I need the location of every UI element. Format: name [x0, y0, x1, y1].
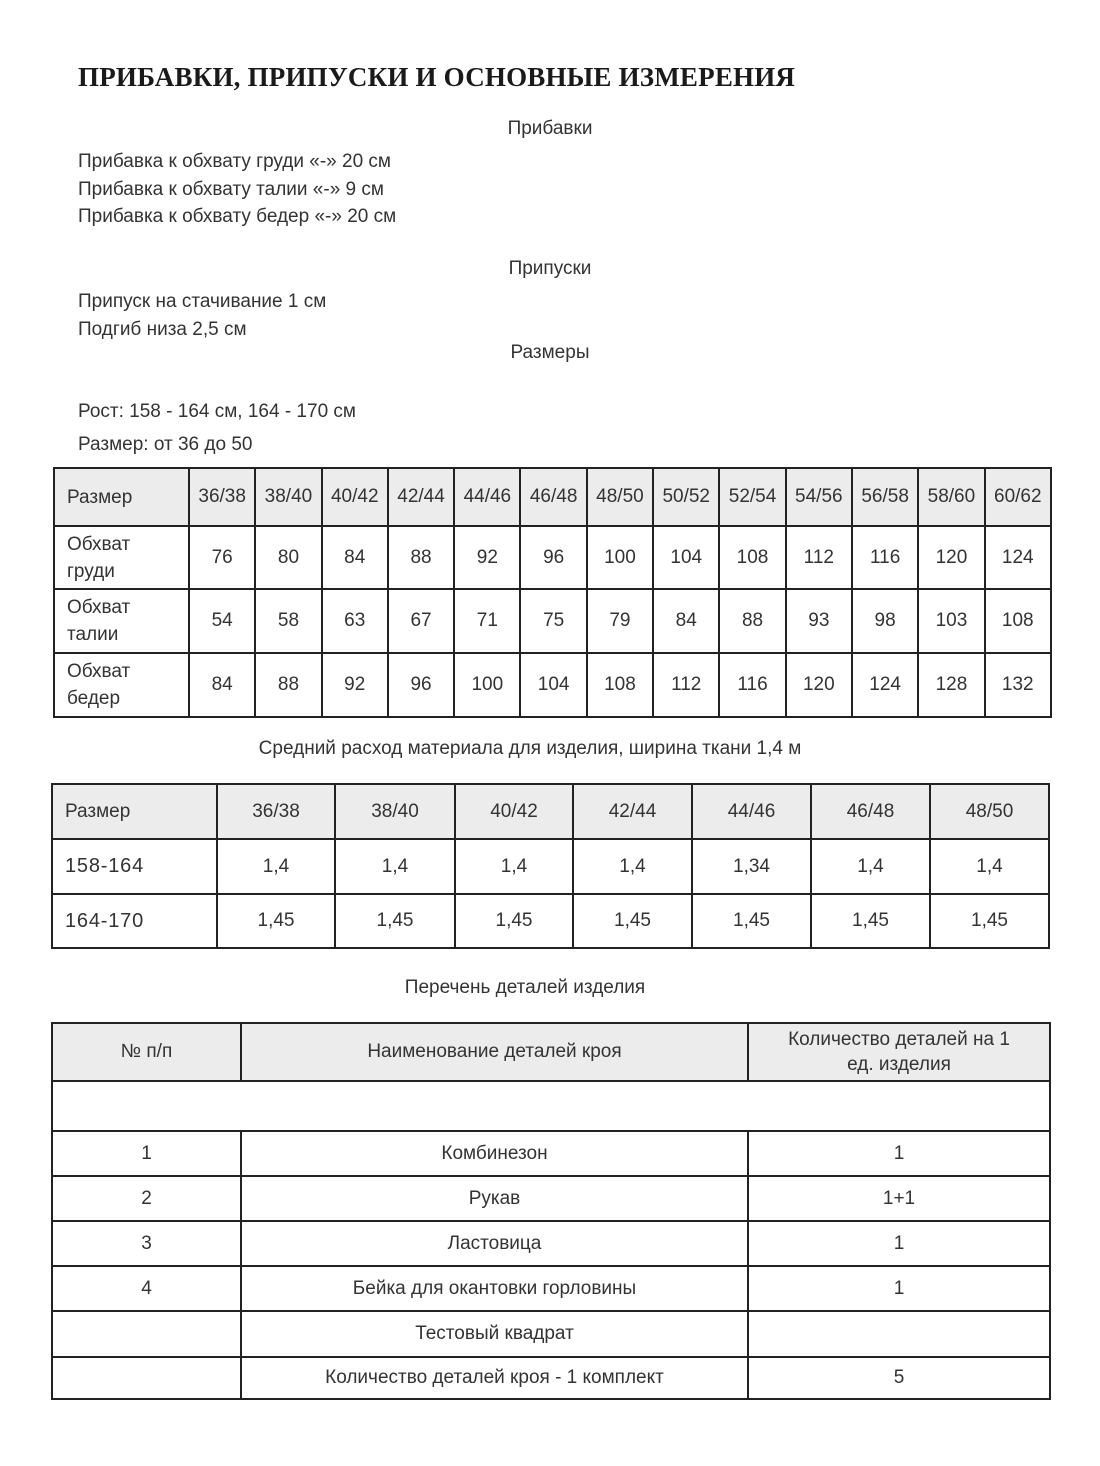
table-cell: 88 [719, 589, 785, 653]
table-cell: 104 [520, 653, 586, 717]
table-cell: 100 [454, 653, 520, 717]
size-header-cell: 52/54 [719, 468, 785, 526]
column-header-quantity [748, 1023, 1050, 1081]
table-cell: 84 [189, 653, 255, 717]
table-cell: 120 [786, 653, 852, 717]
allowance-waist: Прибавка к обхвату талии «-» 9 см [78, 179, 384, 200]
size-range: Размер: от 36 до 50 [78, 434, 253, 455]
table-cell: 128 [918, 653, 984, 717]
table-cell: 1,4 [335, 839, 455, 894]
table-cell: 103 [918, 589, 984, 653]
table-cell: 1,45 [811, 894, 930, 948]
part-name: Тестовый квадрат [241, 1311, 748, 1357]
table-cell: 96 [520, 526, 586, 589]
table-cell: 104 [653, 526, 719, 589]
part-name: Рукав [241, 1176, 748, 1221]
part-number: 4 [52, 1266, 241, 1311]
table-cell: 80 [255, 526, 321, 589]
table-cell: 112 [786, 526, 852, 589]
table-cell: 1,45 [930, 894, 1049, 948]
size-header-cell: 54/56 [786, 468, 852, 526]
table-cell: 63 [322, 589, 388, 653]
row-label-line: груди [67, 560, 115, 582]
table-cell: 108 [587, 653, 653, 717]
table-header-row [54, 468, 1051, 526]
table-cell: 1,4 [573, 839, 692, 894]
empty-cell [52, 1081, 1050, 1131]
allowances-heading: Прибавки [507, 118, 593, 139]
part-quantity [748, 1311, 1050, 1357]
sizes-heading: Размеры [510, 342, 590, 363]
size-header-cell: 46/48 [811, 784, 930, 839]
table-cell: 1,4 [811, 839, 930, 894]
header-line: Количество деталей на 1 [788, 1029, 1010, 1050]
part-name: Комбинезон [241, 1131, 748, 1176]
size-header-cell: 42/44 [388, 468, 454, 526]
table-header-row [52, 1023, 1050, 1081]
table-cell: 67 [388, 589, 454, 653]
size-header-cell: 48/50 [930, 784, 1049, 839]
total-row [52, 1357, 1050, 1399]
table-cell: 98 [852, 589, 918, 653]
table-cell: 88 [255, 653, 321, 717]
measurements-table [53, 467, 1052, 718]
page-title: ПРИБАВКИ, ПРИПУСКИ И ОСНОВНЫЕ ИЗМЕРЕНИЯ [78, 62, 796, 92]
size-header-cell: 58/60 [918, 468, 984, 526]
material-table [51, 783, 1050, 949]
table-cell: 92 [454, 526, 520, 589]
empty-row [52, 1081, 1050, 1131]
table-cell: 132 [985, 653, 1051, 717]
table-row [52, 1176, 1050, 1221]
table-cell: 84 [322, 526, 388, 589]
table-row [52, 894, 1049, 948]
table-row [54, 653, 1051, 717]
table-cell: 93 [786, 589, 852, 653]
table-row [54, 589, 1051, 653]
table-row [52, 1266, 1050, 1311]
table-cell: 92 [322, 653, 388, 717]
table-header-row [52, 784, 1049, 839]
table-cell: 84 [653, 589, 719, 653]
row-label-line: Обхват [67, 597, 131, 618]
header-line: ед. изделия [847, 1054, 951, 1075]
size-header-cell: 48/50 [587, 468, 653, 526]
column-header-number: № п/п [52, 1023, 241, 1081]
size-header-cell: 36/38 [189, 468, 255, 526]
table-cell: 120 [918, 526, 984, 589]
row-label-line: Обхват [67, 661, 131, 682]
row-label [54, 589, 189, 653]
size-header-cell: 56/58 [852, 468, 918, 526]
part-quantity: 1+1 [748, 1176, 1050, 1221]
table-cell: 71 [454, 589, 520, 653]
table-row [52, 1221, 1050, 1266]
table-cell: 116 [852, 526, 918, 589]
size-header-cell: 44/46 [692, 784, 811, 839]
table-cell: 79 [587, 589, 653, 653]
size-header-cell: 46/48 [520, 468, 586, 526]
table-cell: 1,4 [455, 839, 573, 894]
part-quantity: 1 [748, 1266, 1050, 1311]
size-header-cell: 50/52 [653, 468, 719, 526]
table-row [54, 526, 1051, 589]
table-cell: 1,45 [692, 894, 811, 948]
table-cell: 75 [520, 589, 586, 653]
table-cell: 116 [719, 653, 785, 717]
row-label [54, 653, 189, 717]
seam-allowance-stitching: Припуск на стачивание 1 см [78, 291, 327, 312]
table-cell: 100 [587, 526, 653, 589]
part-name: Ластовица [241, 1221, 748, 1266]
table-cell: 112 [653, 653, 719, 717]
table-cell: 124 [985, 526, 1051, 589]
table-cell: 1,45 [335, 894, 455, 948]
material-caption: Средний расход материала для изделия, ширина ткани 1,4 м [258, 738, 802, 759]
row-label-line: бедер [67, 688, 121, 709]
table-cell: 108 [985, 589, 1051, 653]
part-number [52, 1311, 241, 1357]
row-label-line: талии [67, 624, 119, 645]
table-cell: 1,4 [217, 839, 335, 894]
size-header-cell: 36/38 [217, 784, 335, 839]
size-header-cell: 42/44 [573, 784, 692, 839]
table-cell: 1,4 [930, 839, 1049, 894]
column-header-name: Наименование деталей кроя [241, 1023, 748, 1081]
allowance-hips: Прибавка к обхвату бедер «-» 20 см [78, 206, 397, 227]
size-header-cell: 40/42 [455, 784, 573, 839]
table-cell: 76 [189, 526, 255, 589]
seam-allowance-hem: Подгиб низа 2,5 см [78, 319, 247, 340]
table-cell: 1,45 [573, 894, 692, 948]
table-cell: 1,34 [692, 839, 811, 894]
total-quantity: 5 [748, 1357, 1050, 1399]
height-range: Рост: 158 - 164 см, 164 - 170 см [78, 401, 356, 422]
table-cell: 88 [388, 526, 454, 589]
size-header-cell: 60/62 [985, 468, 1051, 526]
part-number: 1 [52, 1131, 241, 1176]
row-label-line: Обхват [67, 533, 131, 555]
part-quantity: 1 [748, 1221, 1050, 1266]
total-label: Количество деталей кроя - 1 комплект [241, 1357, 748, 1399]
table-cell: 1,45 [455, 894, 573, 948]
row-label: 164-170 [52, 894, 217, 948]
part-number [52, 1357, 241, 1399]
part-number: 2 [52, 1176, 241, 1221]
table-cell: 54 [189, 589, 255, 653]
table-row [52, 1131, 1050, 1176]
part-name: Бейка для окантовки горловины [241, 1266, 748, 1311]
table-row [52, 839, 1049, 894]
size-header-cell: Размер [54, 468, 189, 526]
table-row [52, 1311, 1050, 1357]
size-header-cell: 44/46 [454, 468, 520, 526]
parts-caption: Перечень деталей изделия [404, 977, 646, 998]
row-label: 158-164 [52, 839, 217, 894]
seam-allowances-heading: Припуски [508, 258, 592, 279]
size-header-cell: 38/40 [255, 468, 321, 526]
table-cell: 96 [388, 653, 454, 717]
size-header-cell: 38/40 [335, 784, 455, 839]
table-cell: 58 [255, 589, 321, 653]
part-quantity: 1 [748, 1131, 1050, 1176]
table-cell: 124 [852, 653, 918, 717]
allowance-chest: Прибавка к обхвату груди «-» 20 см [78, 151, 391, 172]
size-header-cell: 40/42 [322, 468, 388, 526]
part-number: 3 [52, 1221, 241, 1266]
table-cell: 1,45 [217, 894, 335, 948]
table-cell: 108 [719, 526, 785, 589]
parts-table [51, 1022, 1051, 1400]
size-header-cell: Размер [52, 784, 217, 839]
row-label [54, 526, 189, 589]
